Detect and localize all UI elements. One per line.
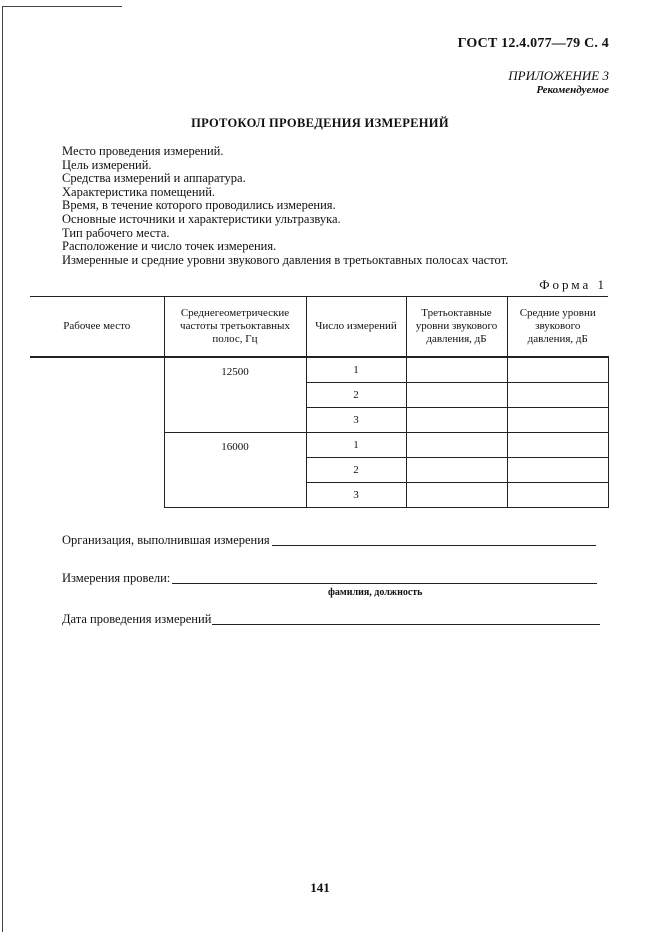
count-cell: 2 xyxy=(306,383,406,408)
count-cell: 3 xyxy=(306,408,406,433)
appendix-title: ПРИЛОЖЕНИЕ 3 xyxy=(508,68,609,83)
average-cell[interactable] xyxy=(507,433,608,458)
col-header-count: Число измерений xyxy=(306,297,406,358)
org-signature-line[interactable] xyxy=(272,545,596,546)
count-cell: 2 xyxy=(306,458,406,483)
date-label: Дата проведения измерений xyxy=(62,612,212,626)
average-cell[interactable] xyxy=(507,408,608,433)
item-points: Расположение и число точек измерения. xyxy=(62,239,277,254)
page-border-left xyxy=(2,6,3,932)
count-cell: 3 xyxy=(306,483,406,508)
level-cell[interactable] xyxy=(406,458,507,483)
org-label: Организация, выполнившая измерения xyxy=(62,533,270,547)
performed-caption: фамилия, должность xyxy=(328,587,423,598)
appendix-label xyxy=(508,68,609,98)
level-cell[interactable] xyxy=(406,483,507,508)
col-header-third-octave-levels: Третьоктавные уровни звукового давления, дБ xyxy=(406,297,507,358)
average-cell[interactable] xyxy=(507,483,608,508)
level-cell[interactable] xyxy=(406,357,507,383)
item-time: Время, в течение которого проводились измерения. xyxy=(62,198,336,213)
col-header-frequency: Среднегеометрические частоты третьоктавных полос, Гц xyxy=(164,297,306,358)
appendix-status: Рекомендуемое xyxy=(536,84,609,96)
item-place: Место проведения измерений. xyxy=(62,144,224,158)
performed-signature-line[interactable] xyxy=(172,583,597,584)
average-cell[interactable] xyxy=(507,357,608,383)
frequency-cell: 16000 xyxy=(164,433,306,508)
workplace-cell[interactable] xyxy=(30,357,164,508)
frequency-cell: 12500 xyxy=(164,357,306,433)
item-instruments: Средства измерений и аппаратура. xyxy=(62,171,246,186)
average-cell[interactable] xyxy=(507,383,608,408)
table-row xyxy=(30,357,608,383)
protocol-items xyxy=(62,145,508,267)
date-line[interactable] xyxy=(212,624,600,625)
item-purpose: Цель измерений. xyxy=(62,157,152,172)
col-header-workplace: Рабочее место xyxy=(30,297,164,358)
count-cell: 1 xyxy=(306,433,406,458)
level-cell[interactable] xyxy=(406,383,507,408)
page-title: ПРОТОКОЛ ПРОВЕДЕНИЯ ИЗМЕРЕНИЙ xyxy=(191,116,449,130)
document-code: ГОСТ 12.4.077—79 С. 4 xyxy=(457,36,609,51)
item-sources: Основные источники и характеристики ультразвука. xyxy=(62,211,341,226)
performed-label: Измерения провели: xyxy=(62,571,171,585)
measurement-table xyxy=(30,296,609,508)
col-header-average-levels: Средние уровни звукового давления, дБ xyxy=(507,297,608,358)
item-workplace-type: Тип рабочего места. xyxy=(62,225,170,240)
count-cell: 1 xyxy=(306,357,406,383)
form-label: Форма 1 xyxy=(539,277,607,292)
average-cell[interactable] xyxy=(507,458,608,483)
item-levels: Измеренные и средние уровни звукового давления в третьоктавных полосах частот. xyxy=(62,252,509,267)
table-header-row xyxy=(30,297,608,358)
level-cell[interactable] xyxy=(406,408,507,433)
level-cell[interactable] xyxy=(406,433,507,458)
page-number: 141 xyxy=(310,880,330,895)
page-border-top xyxy=(2,6,122,7)
item-room: Характеристика помещений. xyxy=(62,184,216,199)
